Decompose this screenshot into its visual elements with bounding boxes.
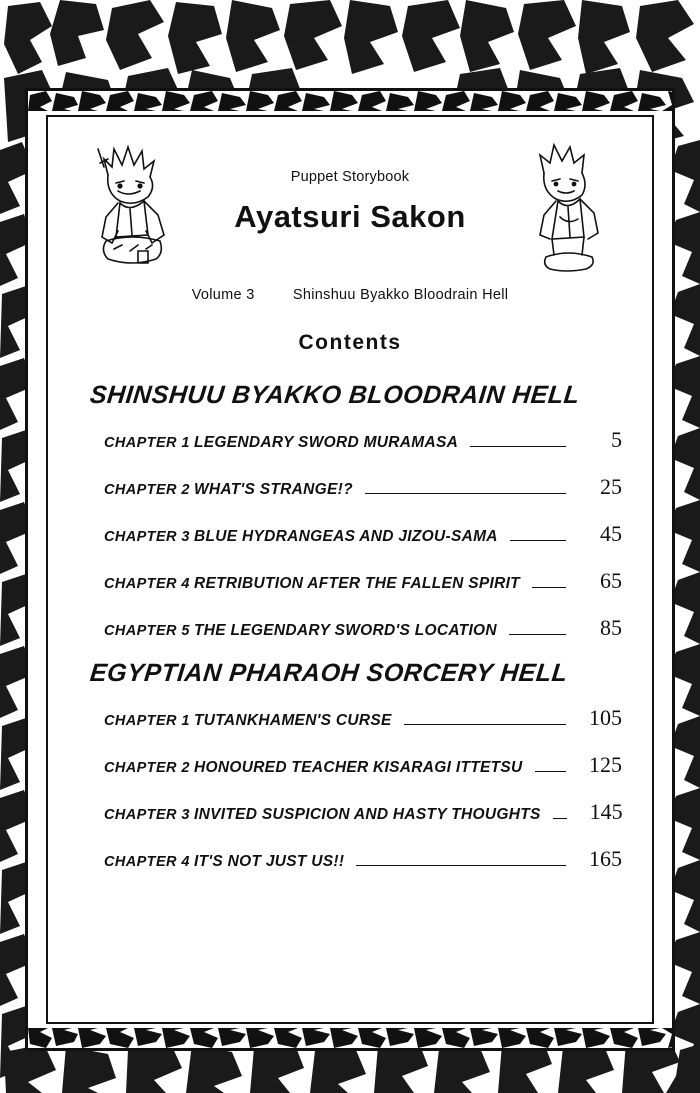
leader-line	[365, 493, 566, 494]
page-title: Ayatsuri Sakon	[234, 199, 466, 234]
list-item[interactable]	[82, 559, 622, 598]
panel-border-top-decoration	[28, 91, 672, 111]
list-item[interactable]	[82, 418, 622, 457]
list-item[interactable]	[82, 512, 622, 551]
chapter-title: TUTANKHAMEN'S CURSE	[194, 712, 392, 729]
chapter-title: RETRIBUTION AFTER THE FALLEN SPIRIT	[194, 575, 520, 592]
chapter-title: THE LEGENDARY SWORD'S LOCATION	[194, 622, 497, 639]
series-label: Puppet Storybook	[290, 169, 410, 185]
chapter-title: HONOURED TEACHER KISARAGI ITTETSU	[194, 759, 523, 776]
leader-line	[404, 724, 566, 725]
page-number: 105	[589, 705, 622, 730]
leader-line	[356, 865, 566, 866]
content-panel	[25, 88, 675, 1051]
contents-inner-frame	[46, 115, 654, 1024]
section-title: SHINSHUU BYAKKO BLOODRAIN HELL	[88, 381, 582, 409]
page-number: 45	[600, 521, 622, 546]
page-number: 65	[600, 568, 622, 593]
chapter-title: WHAT'S STRANGE!?	[194, 481, 353, 498]
chapter-label: CHAPTER 2	[104, 760, 190, 776]
leader-line	[470, 446, 566, 447]
chapter-label: CHAPTER 2	[104, 482, 190, 498]
panel-border-bottom-decoration	[28, 1028, 672, 1048]
volume-number: Volume 3	[191, 287, 255, 303]
page-number: 25	[600, 474, 622, 499]
chapter-title: LEGENDARY SWORD MURAMASA	[194, 434, 459, 451]
page-number: 85	[600, 615, 622, 640]
chapter-label: CHAPTER 3	[104, 529, 190, 545]
list-item[interactable]	[82, 790, 622, 829]
list-item[interactable]	[82, 606, 622, 645]
leader-line	[510, 540, 566, 541]
chapter-title: BLUE HYDRANGEAS AND JIZOU-SAMA	[194, 528, 498, 545]
list-item[interactable]	[82, 465, 622, 504]
toc-section	[82, 381, 622, 645]
page-number: 145	[589, 799, 623, 824]
table-of-contents	[48, 381, 652, 876]
page-number: 125	[589, 752, 622, 777]
chapter-label: CHAPTER 1	[104, 435, 190, 451]
volume-line	[48, 287, 652, 303]
chapter-label: CHAPTER 4	[104, 576, 190, 592]
page-number: 165	[589, 846, 622, 871]
contents-heading: Contents	[298, 331, 402, 354]
chapter-label: CHAPTER 3	[104, 807, 190, 823]
title-block	[48, 117, 652, 355]
section-title: EGYPTIAN PHARAOH SORCERY HELL	[88, 659, 570, 687]
chapter-title: INVITED SUSPICION AND HASTY THOUGHTS	[194, 806, 541, 823]
chapter-label: CHAPTER 5	[104, 623, 190, 639]
list-item[interactable]	[82, 696, 622, 735]
leader-line	[535, 771, 566, 772]
list-item[interactable]	[82, 837, 622, 876]
leader-line	[532, 587, 566, 588]
page-number: 5	[611, 427, 622, 452]
chapter-label: CHAPTER 4	[104, 854, 190, 870]
toc-section	[82, 659, 622, 876]
chapter-label: CHAPTER 1	[104, 713, 190, 729]
leader-line	[553, 818, 567, 819]
list-item[interactable]	[82, 743, 622, 782]
leader-line	[509, 634, 566, 635]
volume-title: Shinshuu Byakko Bloodrain Hell	[292, 287, 509, 303]
chapter-title: IT'S NOT JUST US!!	[194, 853, 345, 870]
